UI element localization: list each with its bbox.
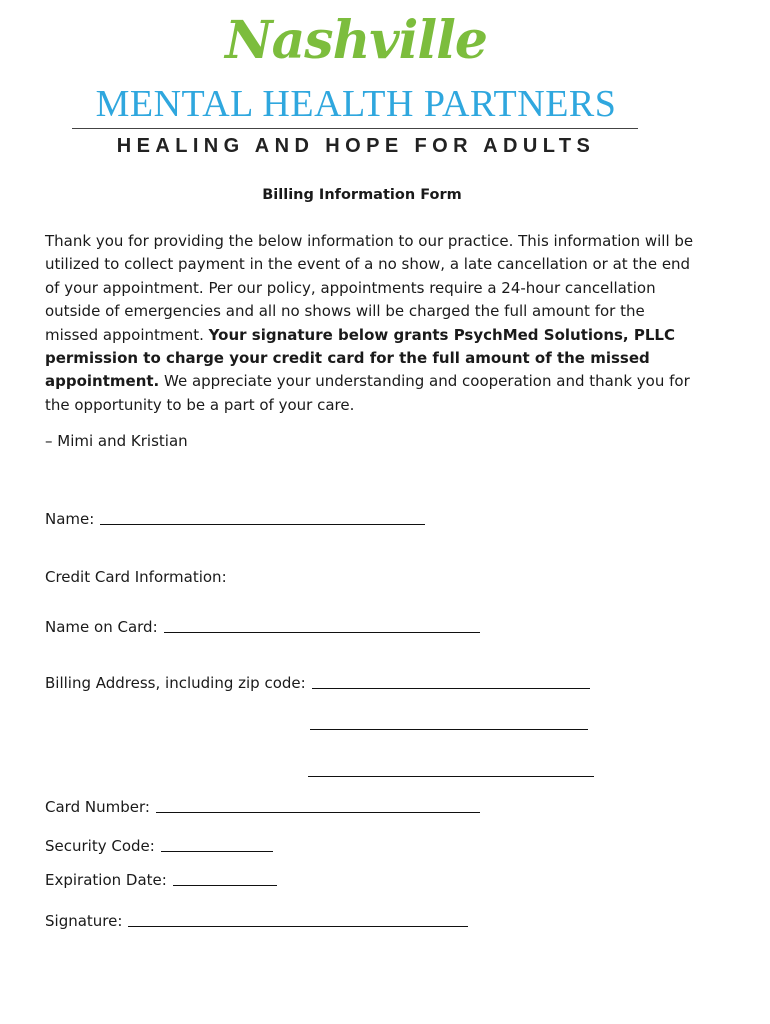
logo-script: Nashville [225,10,487,71]
form-title: Billing Information Form [262,187,462,203]
logo-title: MENTAL HEALTH PARTNERS [95,83,617,125]
name-field [45,510,425,528]
intro-bold-text: Your signature below grants PsychMed Solutions, PLLC permission to charge your credit card for the full amount of the missed appointment. [45,325,675,391]
intro-paragraph [45,230,695,417]
signature-label: Signature: [45,912,123,930]
card-number-label: Card Number: [45,798,150,816]
credit-card-heading [45,568,227,586]
logo-tagline: HEALING AND HOPE FOR ADULTS [116,135,596,157]
name-label: Name: [45,510,95,528]
billing-address-field [45,674,590,692]
signature-blank[interactable] [128,925,468,927]
expiration-date-blank[interactable] [173,884,277,886]
security-code-blank[interactable] [161,850,273,852]
logo-divider [72,128,638,129]
card-number-field [45,798,480,816]
name-on-card-blank[interactable] [164,631,480,633]
signoff: – Mimi and Kristian [45,432,188,450]
billing-address-blank-3[interactable] [308,776,594,777]
security-code-label: Security Code: [45,837,155,855]
signature-field [45,912,468,930]
intro-text-end: We appreciate your understanding and cooperation and thank you for the opportunity to be a part of your care. [45,372,690,414]
billing-address-label: Billing Address, including zip code: [45,674,306,692]
billing-address-blank-2[interactable] [310,729,588,730]
name-on-card-label: Name on Card: [45,618,158,636]
expiration-date-label: Expiration Date: [45,871,167,889]
expiration-date-field [45,871,277,889]
intro-text: Thank you for providing the below information to our practice. This information will be utilized to collect payment in the event of a no show, a late cancellation or at the end of your appointment. Per our policy, appointments require a 24-hour cancellation outside of emergencies and all no shows will be charged the full amount for the missed appointment. [45,232,694,344]
name-blank[interactable] [100,523,425,525]
credit-card-info-label: Credit Card Information: [45,568,227,586]
name-on-card-field [45,618,480,636]
card-number-blank[interactable] [156,811,480,813]
billing-address-blank-1[interactable] [312,687,590,689]
security-code-field [45,837,273,855]
